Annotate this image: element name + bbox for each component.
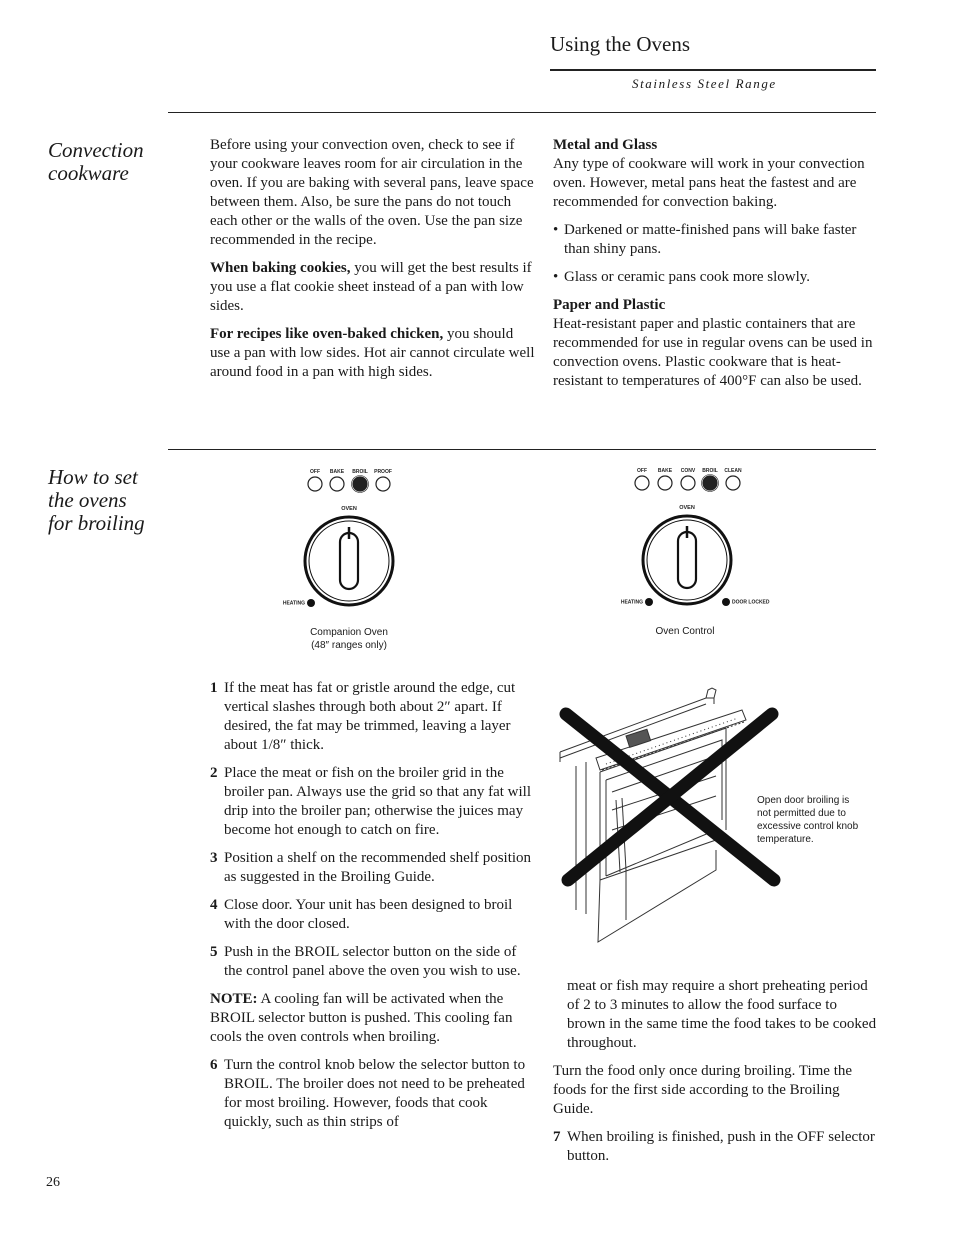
chicken-paragraph [210,325,536,382]
section-divider-middle [168,449,876,450]
companion-proof-button[interactable] [376,477,390,491]
open-door-illustration [556,680,786,946]
companion-button-label: BROIL [352,469,368,475]
step-number: 4 [210,897,218,913]
step-text: Place the meat or fish on the broiler grid in the broiler pan. Always use the grid so that any fat will drip into the broiler pan; otherwise the juices may become hot enough to catch on fire. [224,765,532,838]
step-number: 6 [210,1057,218,1073]
step-item [210,1056,536,1132]
bullet-text: Glass or ceramic pans cook more slowly. [564,269,811,285]
step-number: 7 [553,1129,561,1145]
companion-oven-caption [300,626,398,652]
step-number: 3 [210,850,218,866]
step-text: If the meat has fat or gristle around the edge, cut vertical slashes through both about 2″ apart. If desired, the fat may be trimmed, leaving a layer about 1/8″ thick. [224,680,516,753]
broiling-right-column [553,977,877,1175]
oven-button-label: CONV [680,468,696,474]
door-locked-label: DOOR LOCKED [732,599,770,606]
open-door-warning-caption [757,794,877,846]
convection-left-column [210,136,536,391]
knob-handle [678,532,696,588]
turn-food-paragraph: Turn the food only once during broiling. Time the foods for the first side according to the Broiling Guide. [553,1063,853,1117]
header-rule [550,69,876,71]
oven-button-label: BAKE [657,468,673,474]
page-number: 26 [46,1175,60,1190]
section-divider-top [168,112,876,113]
bullet-symbol: • [553,269,559,285]
metal-glass-text: Any type of cookware will work in your convection oven. However, metal pans heat the fastest and are recommended for convection baking. [553,156,865,210]
broiling-heading [48,466,145,535]
oven-clean-button[interactable] [726,476,740,490]
companion-off-button[interactable] [308,477,322,491]
oven-button-label: CLEAN [724,468,742,474]
oven-button-label: BROIL [702,468,718,474]
step-text: When broiling is finished, push in the OFF selector button. [567,1129,875,1164]
door-locked-indicator-light [722,598,730,606]
chicken-text: you should use a pan with low sides. Hot air cannot circulate well around food in a pan with high sides. [210,326,535,380]
bullet-text: Darkened or matte-finished pans will bake faster than shiny pans. [564,222,857,257]
companion-heating-label: HEATING [282,600,305,607]
companion-button-label: PROOF [374,469,392,475]
companion-oven-control-illustration [268,462,432,612]
paper-plastic-text: Heat-resistant paper and plastic containers that are recommended for use in regular ovens can be used in convection ovens. Plastic cookware that is heat-resistant to temperatures of 400°F can also be used. [553,316,873,389]
step-number: 2 [210,765,218,781]
step-item [210,943,536,981]
companion-bake-button[interactable] [330,477,344,491]
caption-line: temperature. [757,834,814,845]
bullet-item [553,268,877,287]
convection-heading-line: cookware [48,161,129,185]
oven-label: OVEN [679,505,695,511]
step6-continuation: meat or fish may require a short preheating period of 2 to 3 minutes to allow the food surface to brown in the same time the food takes to be cooked throughout. [567,978,877,1051]
cookies-paragraph [210,259,536,316]
caption-line: not permitted due to [757,808,846,819]
cookies-text: you will get the best results if you use a flat cookie sheet instead of a pan with low sides. [210,260,532,314]
caption-line: excessive control knob [757,821,859,832]
step-item [210,764,536,840]
cookies-lead: When baking cookies, [210,260,351,276]
companion-oven-label: OVEN [341,506,357,512]
oven-control-caption: Oven Control [655,626,715,637]
oven-bake-button[interactable] [658,476,672,490]
step-item [210,896,536,934]
step-text: Push in the BROIL selector button on the side of the control panel above the oven you wish to use. [224,944,521,979]
chicken-lead: For recipes like oven-baked chicken, [210,326,444,342]
note-paragraph [210,990,536,1047]
convection-right-column [553,136,877,400]
caption-line: Companion Oven [310,627,388,638]
oven-conv-button[interactable] [681,476,695,490]
caption-line: (48″ ranges only) [311,640,387,651]
paper-plastic-heading: Paper and Plastic [553,297,666,313]
broiling-steps-column [210,679,536,1141]
companion-heading-indicator-light [307,599,315,607]
companion-button-label: BAKE [329,469,345,475]
bullet-item [553,221,877,259]
convection-intro: Before using your convection oven, check to see if your cookware leaves room for air circulation in the oven. If you are baking with several pans, leave space between them. Also, be sure the pans do not touch each other or the walls of the oven. Use the pan size recommended in the recipe. [210,137,534,248]
step-text: Close door. Your unit has been designed to broil with the door closed. [224,897,513,932]
broiling-heading-line: How to set [48,465,138,489]
step-number: 5 [210,944,218,960]
oven-off-button[interactable] [635,476,649,490]
oven-control-illustration [606,461,790,611]
step-item [210,679,536,755]
caption-line: Open door broiling is [757,795,850,806]
step-number: 1 [210,680,218,696]
broiling-heading-line: the ovens [48,488,127,512]
note-lead: NOTE: [210,991,258,1007]
step-text: Turn the control knob below the selector button to BROIL. The broiler does not need to be preheated for most broiling. However, foods that cook quickly, such as thin strips of [224,1057,526,1130]
companion-broil-button[interactable] [353,477,367,491]
convection-heading [48,139,144,185]
note-text: A cooling fan will be activated when the BROIL selector button is pushed. This cooling fan cools the oven controls when broiling. [210,991,513,1045]
companion-button-label: OFF [310,469,320,475]
step-item [210,849,536,887]
oven-broil-button[interactable] [703,476,717,490]
page-title: Using the Ovens [550,32,690,56]
step-text: Position a shelf on the recommended shelf position as suggested in the Broiling Guide. [224,850,532,885]
step-item [553,1128,877,1166]
bullet-symbol: • [553,222,559,238]
broiling-heading-line: for broiling [48,511,145,535]
convection-heading-line: Convection [48,138,144,162]
oven-button-label: OFF [637,468,647,474]
oven-heating-indicator-light [645,598,653,606]
oven-heating-label: HEATING [620,599,643,606]
page-subtitle: Stainless Steel Range [632,76,777,91]
metal-glass-heading: Metal and Glass [553,137,658,153]
knob-handle [340,533,358,589]
